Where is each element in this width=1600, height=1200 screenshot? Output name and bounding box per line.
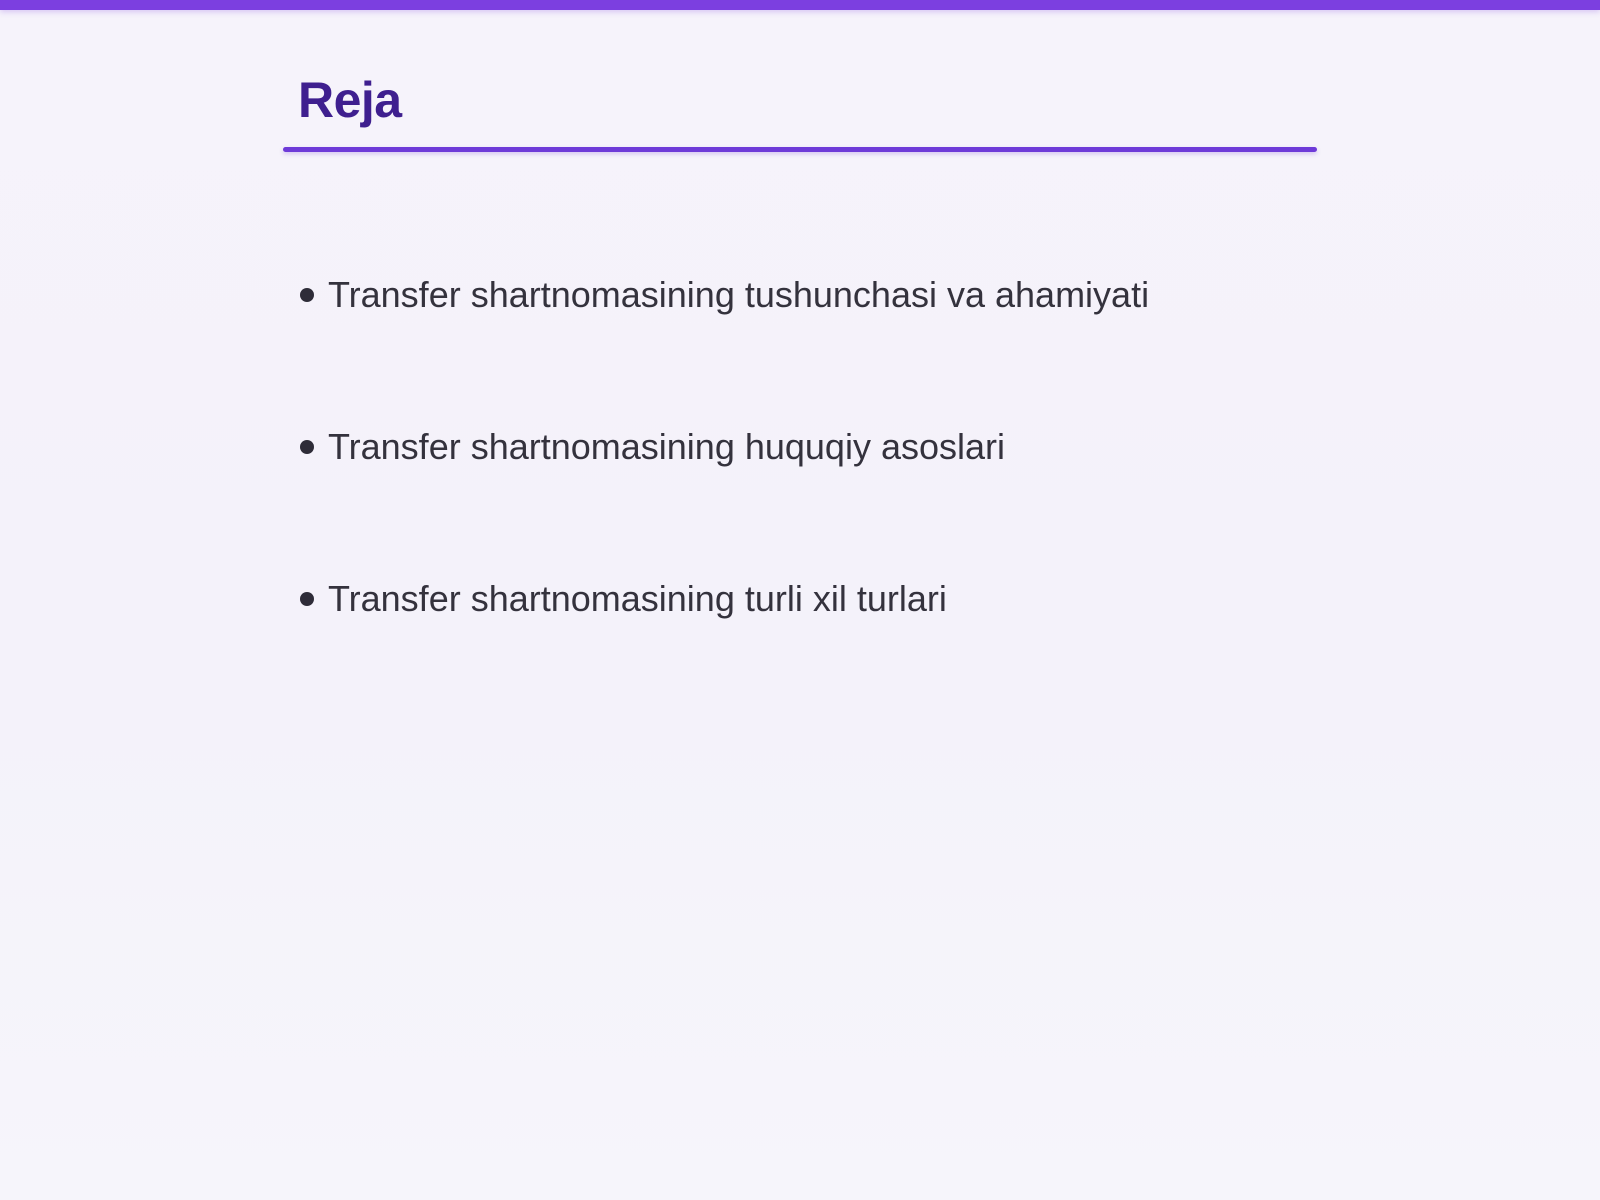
bullet-text: Transfer shartnomasining turli xil turlari bbox=[328, 578, 947, 619]
title-underline bbox=[283, 147, 1317, 152]
bullet-icon bbox=[300, 440, 314, 454]
bullet-text: Transfer shartnomasining huquqiy asoslari bbox=[328, 426, 1006, 467]
bullet-icon bbox=[300, 288, 314, 302]
bullet-text: Transfer shartnomasining tushunchasi va ahamiyati bbox=[328, 274, 1150, 315]
bullet-list bbox=[300, 275, 1350, 731]
list-item bbox=[300, 427, 1350, 467]
bullet-icon bbox=[300, 592, 314, 606]
list-item bbox=[300, 275, 1350, 315]
slide-title: Reja bbox=[298, 72, 402, 128]
list-item bbox=[300, 579, 1350, 619]
